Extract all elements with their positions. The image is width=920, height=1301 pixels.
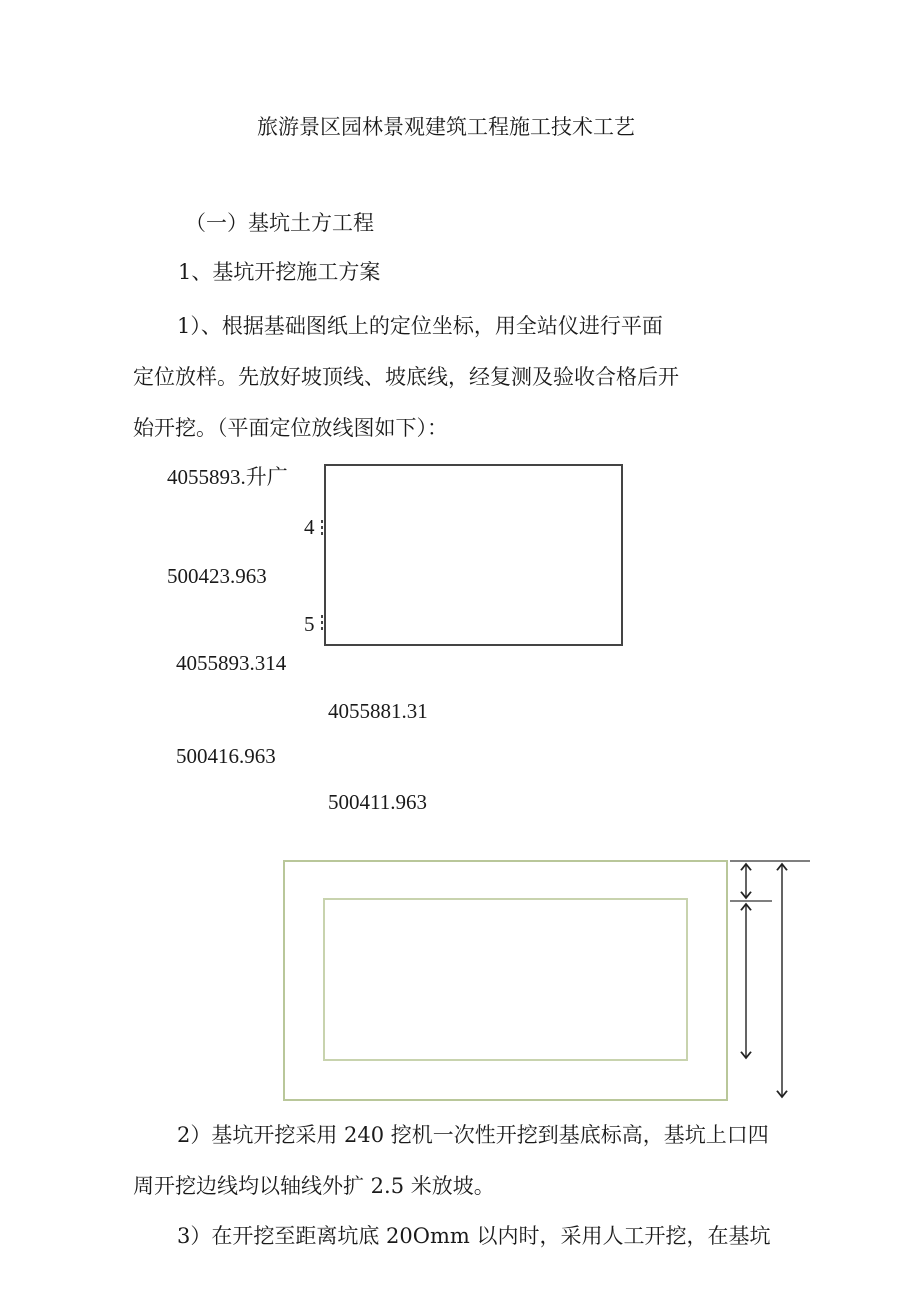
- paragraph-2-line-1: 2）基坑开挖采用 240 挖机一次性开挖到基底标高，基坑上口四: [177, 1123, 769, 1147]
- paragraph-1-line-2: 定位放样。先放好坡顶线、坡底线，经复测及验收合格后开: [133, 365, 679, 389]
- subsection-heading: 1、基坑开挖施工方案: [178, 260, 381, 284]
- section-heading: （一）基坑土方工程: [185, 211, 374, 235]
- paragraph-1-line-1: 1）、根据基础图纸上的定位坐标，用全站仪进行平面: [177, 314, 663, 338]
- outer-slope-top-line: [284, 861, 727, 1100]
- inner-slope-bottom-line: [324, 899, 687, 1060]
- coord-bottom-left-x: 4055893.314: [176, 651, 287, 675]
- coord-bottom-left-y: 500416.963: [176, 744, 276, 768]
- paragraph-3-line-1: 3）在开挖至距离坑底 20Omm 以内时，采用人工开挖，在基坑: [177, 1224, 771, 1248]
- page-title: 旅游景区园林景观建筑工程施工技术工艺: [257, 115, 635, 139]
- coord-top-left-y: 500423.963: [167, 564, 267, 588]
- paragraph-1-line-3: 始开挖。（平面定位放线图如下）：: [133, 416, 448, 440]
- coord-top-left-x: 4055893.升广: [167, 465, 288, 489]
- side-mark-5: 5: [304, 612, 315, 636]
- paragraph-2-line-2: 周开挖边线均以轴线外扩 2.5 米放坡。: [133, 1174, 495, 1198]
- coord-bottom-right-x: 4055881.31: [328, 699, 428, 723]
- coord-bottom-right-y: 500411.963: [328, 790, 427, 814]
- side-mark-4: 4: [304, 515, 315, 539]
